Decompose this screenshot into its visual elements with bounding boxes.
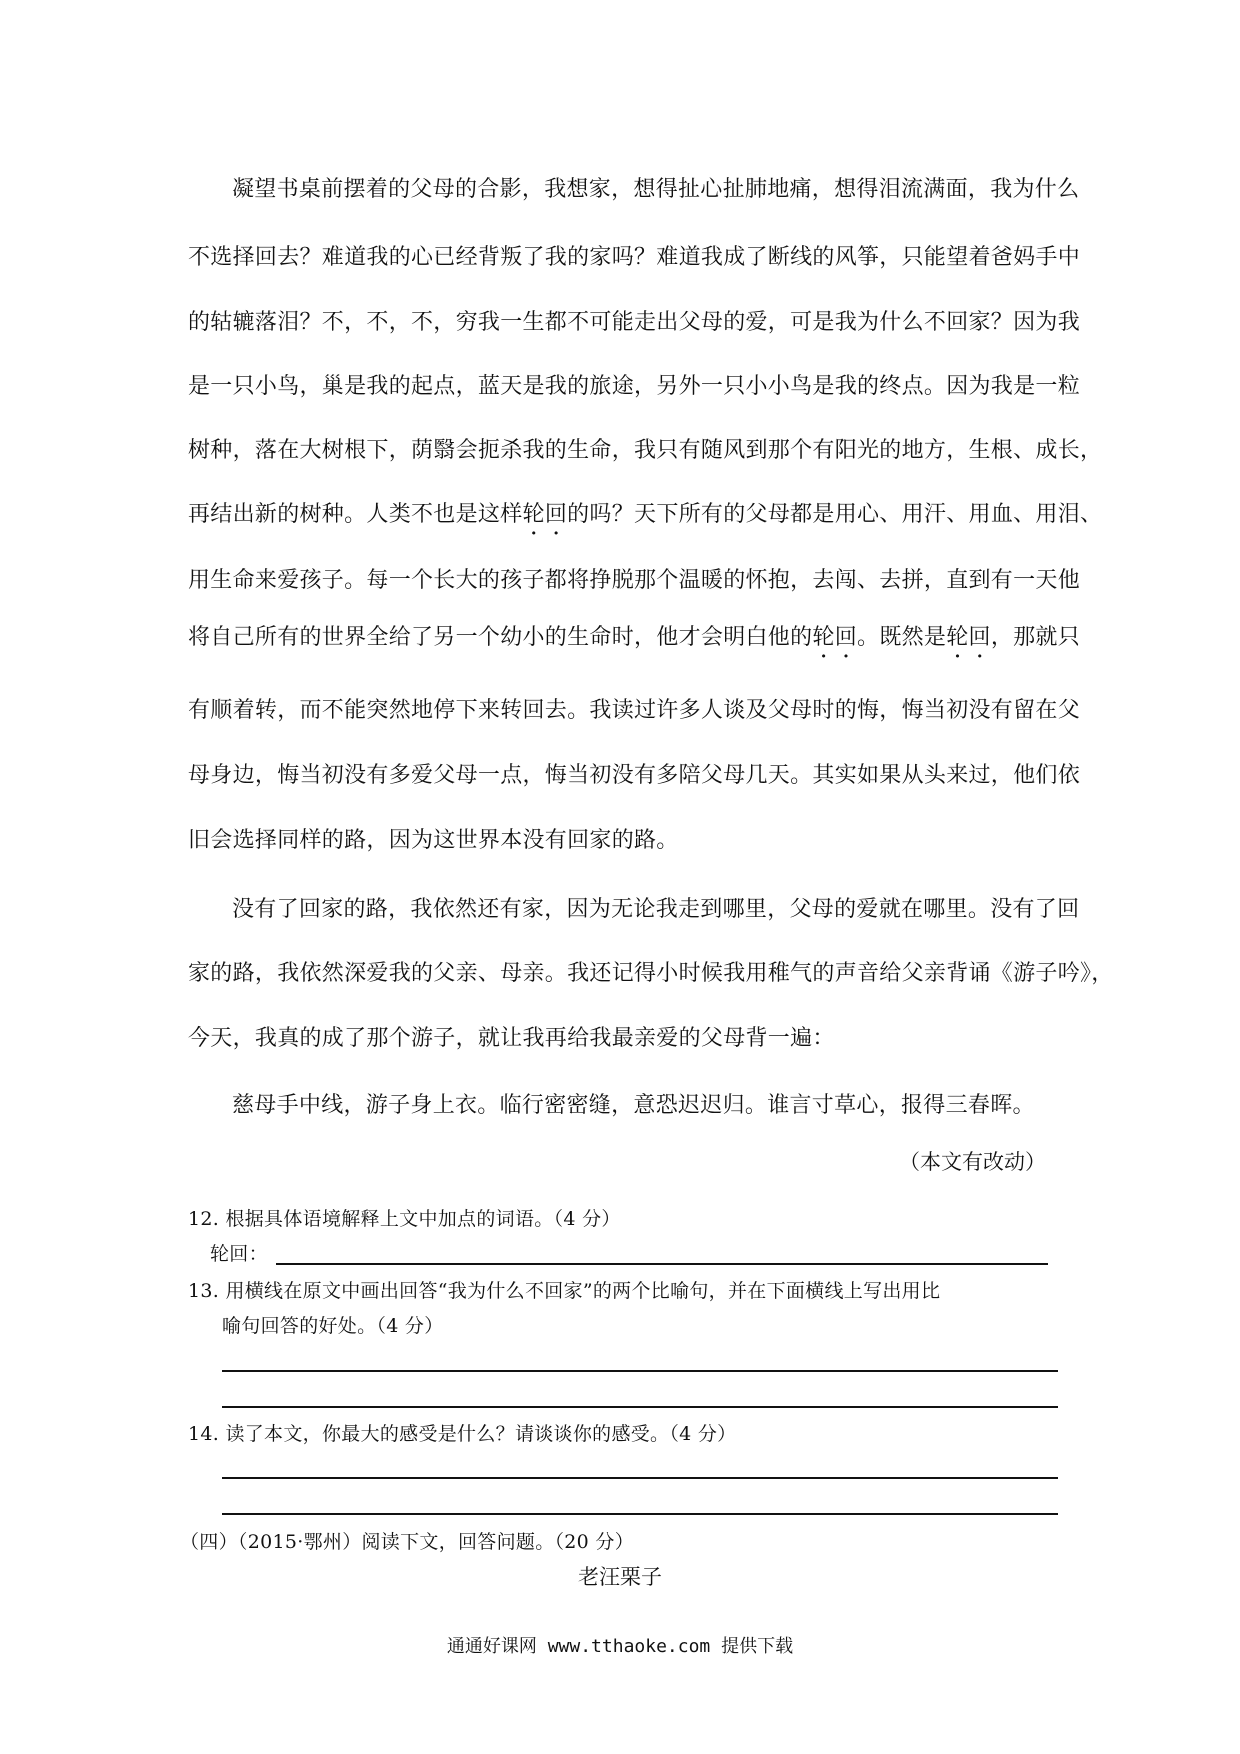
passage-line: 没有了回家的路，我依然还有家，因为无论我走到哪里，父母的爱就在哪里。没有了回 (232, 897, 1080, 922)
answer-label: 轮回： (210, 1243, 268, 1265)
dotted-word: 轮回 (522, 502, 568, 527)
passage-text: 的吗？天下所有的父母都是用心、用汗、用血、用泪、 (567, 502, 1103, 527)
dotted-word: 轮回 (946, 625, 991, 650)
passage-line: 有顺着转，而不能突然地停下来转回去。我读过许多人谈及父母时的悔，悔当初没有留在父 (188, 698, 1081, 723)
question-13-cont: 喻句回答的好处。（4 分） (222, 1315, 444, 1337)
passage-line: 用生命来爱孩子。每一个长大的孩子都将挣脱那个温暖的怀抱，去闯、去拼，直到有一天他 (188, 568, 1081, 593)
passage-line: 树种，落在大树根下，荫翳会扼杀我的生命，我只有随风到那个有阳光的地方，生根、成长， (188, 438, 1103, 463)
answer-line (276, 1263, 1048, 1265)
answer-line (222, 1477, 1058, 1479)
source-note: （本文有改动） (899, 1150, 1046, 1174)
section-heading: （四）（2015·鄂州）阅读下文，回答问题。（20 分） (180, 1531, 635, 1553)
question-13: 13. 用横线在原文中画出回答“我为什么不回家”的两个比喻句，并在下面横线上写出用比 (188, 1280, 941, 1302)
passage-line (188, 497, 1102, 540)
passage-line: 旧会选择同样的路，因为这世界本没有回家的路。 (188, 828, 679, 853)
page-footer: 通通好课网 www.tthaoke.com 提供下载 (446, 1636, 794, 1657)
passage-text: ，那就只 (990, 625, 1081, 650)
passage-line: 母身边，悔当初没有多爱父母一点，悔当初没有多陪父母几天。其实如果从头来过，他们依 (188, 763, 1081, 788)
next-passage-title: 老汪栗子 (578, 1565, 662, 1589)
poem-line: 慈母手中线，游子身上衣。临行密密缝，意恐迟迟归。谁言寸草心，报得三春晖。 (232, 1093, 1035, 1118)
answer-line (222, 1406, 1058, 1408)
passage-line: 的轱辘落泪？不，不，不，穷我一生都不可能走出父母的爱，可是我为什么不回家？因为我 (188, 310, 1081, 335)
passage-line: 是一只小鸟，巢是我的起点，蓝天是我的旅途，另外一只小小鸟是我的终点。因为我是一粒 (188, 374, 1081, 399)
answer-line (222, 1513, 1058, 1515)
question-12: 12. 根据具体语境解释上文中加点的词语。（4 分） (188, 1208, 621, 1230)
passage-line: 不选择回去？难道我的心已经背叛了我的家吗？难道我成了断线的风筝，只能望着爸妈手中 (188, 245, 1081, 270)
dotted-word: 轮回 (812, 625, 858, 650)
passage-text: 将自己所有的世界全给了另一个幼小的生命时，他才会明白他的 (188, 625, 813, 650)
answer-line (222, 1370, 1058, 1372)
passage-line: 凝望书桌前摆着的父母的合影，我想家，想得扯心扯肺地痛，想得泪流满面，我为什么 (232, 177, 1080, 202)
passage-text: 。既然是 (857, 625, 947, 650)
passage-line: 今天，我真的成了那个游子，就让我再给我最亲爱的父母背一遍： (188, 1026, 835, 1051)
question-14: 14. 读了本文，你最大的感受是什么？请谈谈你的感受。（4 分） (188, 1423, 737, 1445)
passage-line: 家的路，我依然深爱我的父亲、母亲。我还记得小时候我用稚气的声音给父亲背诵《游子吟》， (188, 961, 1114, 986)
passage-text: 再结出新的树种。人类不也是这样 (188, 502, 523, 527)
passage-line (188, 620, 1080, 663)
